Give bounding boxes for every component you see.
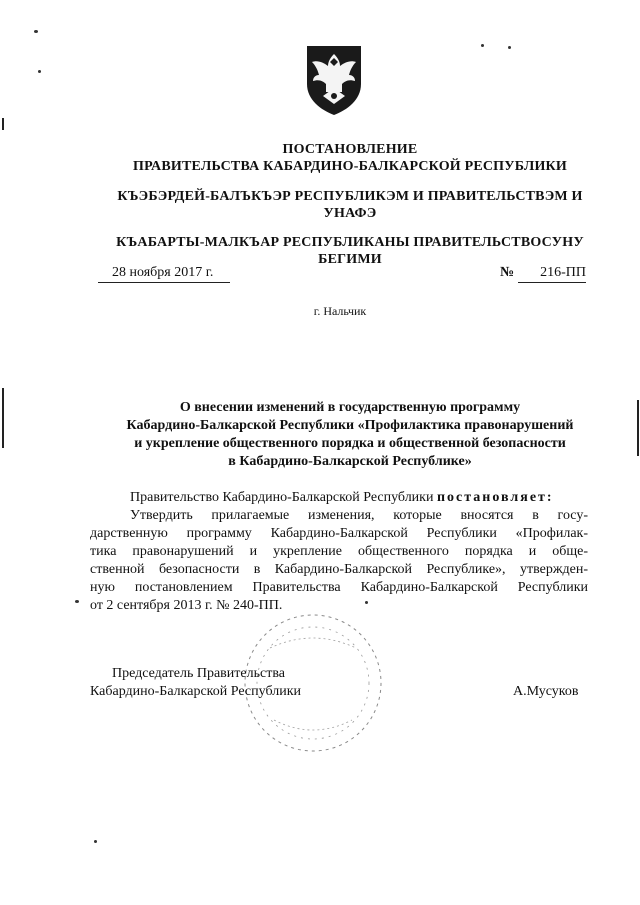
scan-speck <box>94 840 97 843</box>
resolution-paragraph <box>90 507 588 615</box>
paragraph-line: ную постановлением Правительства Кабардино-Балкарской Республики <box>90 580 588 595</box>
title-line: и укрепление общественного порядка и общественной безопасности <box>134 436 566 451</box>
resolution-title <box>90 399 610 471</box>
header-kbd <box>90 188 610 222</box>
header-ru <box>90 141 610 175</box>
title-line: О внесении изменений в государственную программу <box>179 400 521 415</box>
paragraph-line: дарственную программу Кабардино-Балкарской Республики «Профилак- <box>90 526 588 541</box>
document-number: 216-ПП <box>518 264 586 283</box>
preamble-text: Правительство Кабардино-Балкарской Республики <box>130 490 434 505</box>
document-date: 28 ноября 2017 г. <box>98 264 230 283</box>
paragraph-line: Утвердить прилагаемые изменения, которые вносятся в госу- <box>130 508 588 523</box>
scan-mark <box>2 118 4 130</box>
scan-speck <box>481 44 484 47</box>
scan-mark <box>637 400 639 456</box>
city: г. Нальчик <box>313 304 367 318</box>
paragraph-line: ственной безопасности в Кабардино-Балкарской Республике», утвержден- <box>90 562 588 577</box>
header-krc-line: БЕГИМИ <box>318 252 382 267</box>
scan-mark <box>2 388 4 448</box>
title-line: Кабардино-Балкарской Республики «Профилактика правонарушений <box>126 418 574 433</box>
resolution-body <box>90 489 588 615</box>
paragraph-line: от 2 сентября 2013 г. № 240-ПП. <box>90 598 283 613</box>
number-label: № <box>500 265 515 280</box>
signatory-name: А.Мусуков <box>513 684 579 699</box>
paragraph-line: тика правонарушений и укрепление общественного порядка и обще- <box>90 544 588 559</box>
header-ru-line: ПОСТАНОВЛЕНИЕ <box>282 142 418 157</box>
header-ru-line: ПРАВИТЕЛЬСТВА КАБАРДИНО-БАЛКАРСКОЙ РЕСПУБЛИКИ <box>132 159 568 174</box>
header-kbd-line: КЪЭБЭРДЕЙ-БАЛЪКЪЭР РЕСПУБЛИКЭМ И ПРАВИТЕЛЬСТВЭМ И <box>117 189 583 204</box>
header-kbd-line: УНАФЭ <box>323 206 377 221</box>
scan-speck <box>75 600 79 603</box>
scan-speck <box>508 46 511 49</box>
coat-of-arms-emblem <box>303 44 365 116</box>
header-krc <box>90 234 610 268</box>
scan-speck <box>365 601 368 604</box>
resolves-word: постановляет: <box>436 490 554 505</box>
scan-speck <box>34 30 38 33</box>
signatory-position-line2: Кабардино-Балкарской Республики <box>90 684 301 699</box>
scan-speck <box>38 70 41 73</box>
signatory-position-line1: Председатель Правительства <box>112 666 285 681</box>
preamble <box>90 489 588 507</box>
header-krc-line: КЪАБАРТЫ-МАЛКЪАР РЕСПУБЛИКАНЫ ПРАВИТЕЛЬСТВОСУНУ <box>116 235 584 250</box>
title-line: в Кабардино-Балкарской Республике» <box>228 454 472 469</box>
